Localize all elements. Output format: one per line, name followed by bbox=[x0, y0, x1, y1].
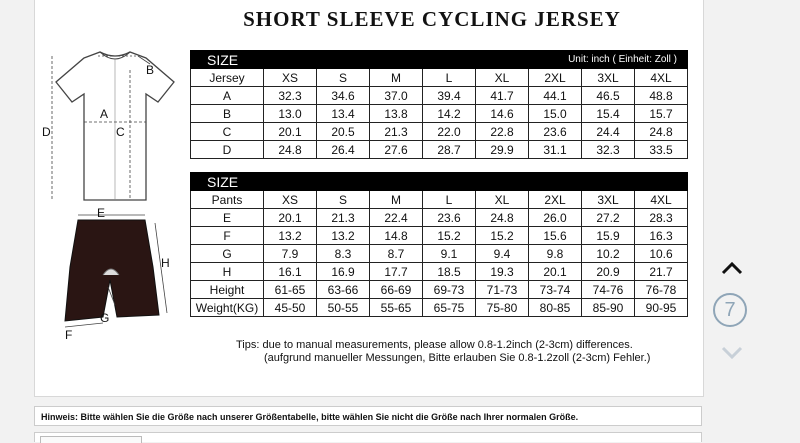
table-cell: 28.7 bbox=[423, 141, 476, 159]
row-label: G bbox=[191, 245, 264, 263]
table-row bbox=[191, 141, 688, 159]
size-cell: S bbox=[317, 191, 370, 209]
size-cell: M bbox=[370, 69, 423, 87]
table-header-row bbox=[191, 51, 688, 69]
pants-diagram bbox=[45, 205, 190, 345]
row-label: Weight(KG) bbox=[191, 299, 264, 317]
table-cell: 24.4 bbox=[582, 123, 635, 141]
table-cell: 19.3 bbox=[476, 263, 529, 281]
chevron-up-icon[interactable] bbox=[719, 258, 745, 278]
size-header: SIZE bbox=[191, 51, 423, 69]
jersey-diagram bbox=[38, 50, 188, 210]
table-cell: 32.3 bbox=[264, 87, 317, 105]
table-cell: 23.6 bbox=[423, 209, 476, 227]
table-cell: 9.4 bbox=[476, 245, 529, 263]
size-cell: 2XL bbox=[529, 191, 582, 209]
table-cell: 44.1 bbox=[529, 87, 582, 105]
table-cell: 33.5 bbox=[635, 141, 688, 159]
table-cell: 8.7 bbox=[370, 245, 423, 263]
label-g: G bbox=[100, 311, 110, 325]
table-cell: 34.6 bbox=[317, 87, 370, 105]
table-cell: 15.6 bbox=[529, 227, 582, 245]
row-label: Pants bbox=[191, 191, 264, 209]
table-cell: 7.9 bbox=[264, 245, 317, 263]
table-cell: 23.6 bbox=[529, 123, 582, 141]
table-cell: 9.8 bbox=[529, 245, 582, 263]
size-cell: L bbox=[423, 191, 476, 209]
table-cell: 63-66 bbox=[317, 281, 370, 299]
table-cell: 74-76 bbox=[582, 281, 635, 299]
table-cell: 15.2 bbox=[423, 227, 476, 245]
table-cell: 71-73 bbox=[476, 281, 529, 299]
table-cell: 48.8 bbox=[635, 87, 688, 105]
table-cell: 15.2 bbox=[476, 227, 529, 245]
label-f: F bbox=[65, 328, 73, 342]
tips-line-german: (aufgrund manueller Messungen, Bitte erlauben Sie 0.8-1.2zoll (2-3cm) Fehler.) bbox=[264, 352, 651, 364]
table-cell: 29.9 bbox=[476, 141, 529, 159]
row-label: F bbox=[191, 227, 264, 245]
row-label: E bbox=[191, 209, 264, 227]
table-cell: 90-95 bbox=[635, 299, 688, 317]
label-h: H bbox=[161, 256, 170, 270]
table-cell: 13.8 bbox=[370, 105, 423, 123]
row-label: B bbox=[191, 105, 264, 123]
row-label: A bbox=[191, 87, 264, 105]
table-cell: 17.7 bbox=[370, 263, 423, 281]
table-cell: 24.8 bbox=[635, 123, 688, 141]
table-cell: 21.3 bbox=[370, 123, 423, 141]
table-cell: 69-73 bbox=[423, 281, 476, 299]
row-label: C bbox=[191, 123, 264, 141]
table-cell: 21.7 bbox=[635, 263, 688, 281]
size-header: SIZE bbox=[191, 173, 688, 191]
table-cell: 14.6 bbox=[476, 105, 529, 123]
table-cell: 9.1 bbox=[423, 245, 476, 263]
row-label: H bbox=[191, 263, 264, 281]
table-cell: 16.3 bbox=[635, 227, 688, 245]
table-cell: 13.2 bbox=[317, 227, 370, 245]
table-cell: 76-78 bbox=[635, 281, 688, 299]
size-row bbox=[191, 191, 688, 209]
table-cell: 18.5 bbox=[423, 263, 476, 281]
table-cell: 20.5 bbox=[317, 123, 370, 141]
table-cell: 24.8 bbox=[264, 141, 317, 159]
table-cell: 13.2 bbox=[264, 227, 317, 245]
table-cell: 20.1 bbox=[264, 209, 317, 227]
table-cell: 37.0 bbox=[370, 87, 423, 105]
table-cell: 73-74 bbox=[529, 281, 582, 299]
table-cell: 22.0 bbox=[423, 123, 476, 141]
jersey-size-table bbox=[190, 50, 688, 159]
label-b: B bbox=[146, 63, 155, 77]
size-cell: S bbox=[317, 69, 370, 87]
table-header-row bbox=[191, 173, 688, 191]
table-cell: 27.2 bbox=[582, 209, 635, 227]
size-cell: L bbox=[423, 69, 476, 87]
table-cell: 15.0 bbox=[529, 105, 582, 123]
table-cell: 16.1 bbox=[264, 263, 317, 281]
size-cell: XS bbox=[264, 69, 317, 87]
table-row bbox=[191, 281, 688, 299]
row-label: Jersey bbox=[191, 69, 264, 87]
tips-line-english: Tips: due to manual measurements, please allow 0.8-1.2inch (2-3cm) differences. bbox=[236, 339, 633, 351]
size-cell: M bbox=[370, 191, 423, 209]
pants-size-table bbox=[190, 172, 688, 317]
table-cell: 21.3 bbox=[317, 209, 370, 227]
table-cell: 13.0 bbox=[264, 105, 317, 123]
table-cell: 45-50 bbox=[264, 299, 317, 317]
table-cell: 27.6 bbox=[370, 141, 423, 159]
table-cell: 41.7 bbox=[476, 87, 529, 105]
chevron-down-icon[interactable] bbox=[719, 342, 745, 362]
table-cell: 15.7 bbox=[635, 105, 688, 123]
table-cell: 26.0 bbox=[529, 209, 582, 227]
table-row bbox=[191, 299, 688, 317]
table-cell: 10.2 bbox=[582, 245, 635, 263]
table-cell: 28.3 bbox=[635, 209, 688, 227]
table-cell: 20.1 bbox=[264, 123, 317, 141]
table-cell: 31.1 bbox=[529, 141, 582, 159]
row-label: Height bbox=[191, 281, 264, 299]
table-cell: 66-69 bbox=[370, 281, 423, 299]
label-d: D bbox=[42, 125, 51, 139]
table-row bbox=[191, 209, 688, 227]
label-c: C bbox=[116, 125, 125, 139]
table-cell: 24.8 bbox=[476, 209, 529, 227]
table-cell: 20.9 bbox=[582, 263, 635, 281]
table-cell: 22.4 bbox=[370, 209, 423, 227]
table-row bbox=[191, 263, 688, 281]
table-cell: 10.6 bbox=[635, 245, 688, 263]
size-row bbox=[191, 69, 688, 87]
unit-label: Unit: inch ( Einheit: Zoll ) bbox=[423, 51, 688, 69]
size-cell: 4XL bbox=[635, 191, 688, 209]
page-indicator: 7 bbox=[713, 293, 747, 327]
label-a: A bbox=[100, 107, 109, 121]
table-cell: 15.4 bbox=[582, 105, 635, 123]
size-notice: Hinweis: Bitte wählen Sie die Größe nach unserer Größentabelle, bitte wählen Sie nicht die Größe nach Ihrer normalen Größe. bbox=[34, 406, 702, 426]
table-row bbox=[191, 245, 688, 263]
table-row bbox=[191, 123, 688, 141]
table-cell: 16.9 bbox=[317, 263, 370, 281]
size-cell: 3XL bbox=[582, 69, 635, 87]
table-row bbox=[191, 105, 688, 123]
table-cell: 8.3 bbox=[317, 245, 370, 263]
table-cell: 55-65 bbox=[370, 299, 423, 317]
table-cell: 15.9 bbox=[582, 227, 635, 245]
table-cell: 61-65 bbox=[264, 281, 317, 299]
table-cell: 20.1 bbox=[529, 263, 582, 281]
size-cell: XL bbox=[476, 191, 529, 209]
table-row bbox=[191, 87, 688, 105]
table-cell: 14.8 bbox=[370, 227, 423, 245]
size-cell: XS bbox=[264, 191, 317, 209]
table-row bbox=[191, 227, 688, 245]
table-cell: 75-80 bbox=[476, 299, 529, 317]
table-cell: 80-85 bbox=[529, 299, 582, 317]
size-cell: 4XL bbox=[635, 69, 688, 87]
size-cell: XL bbox=[476, 69, 529, 87]
table-cell: 32.3 bbox=[582, 141, 635, 159]
tips-text bbox=[236, 339, 650, 365]
chart-title: SHORT SLEEVE CYCLING JERSEY bbox=[243, 7, 621, 31]
table-cell: 50-55 bbox=[317, 299, 370, 317]
table-cell: 46.5 bbox=[582, 87, 635, 105]
table-cell: 39.4 bbox=[423, 87, 476, 105]
table-cell: 14.2 bbox=[423, 105, 476, 123]
size-cell: 2XL bbox=[529, 69, 582, 87]
table-cell: 22.8 bbox=[476, 123, 529, 141]
label-e: E bbox=[97, 206, 106, 220]
row-label: D bbox=[191, 141, 264, 159]
table-cell: 65-75 bbox=[423, 299, 476, 317]
size-cell: 3XL bbox=[582, 191, 635, 209]
table-cell: 26.4 bbox=[317, 141, 370, 159]
table-cell: 85-90 bbox=[582, 299, 635, 317]
table-cell: 13.4 bbox=[317, 105, 370, 123]
